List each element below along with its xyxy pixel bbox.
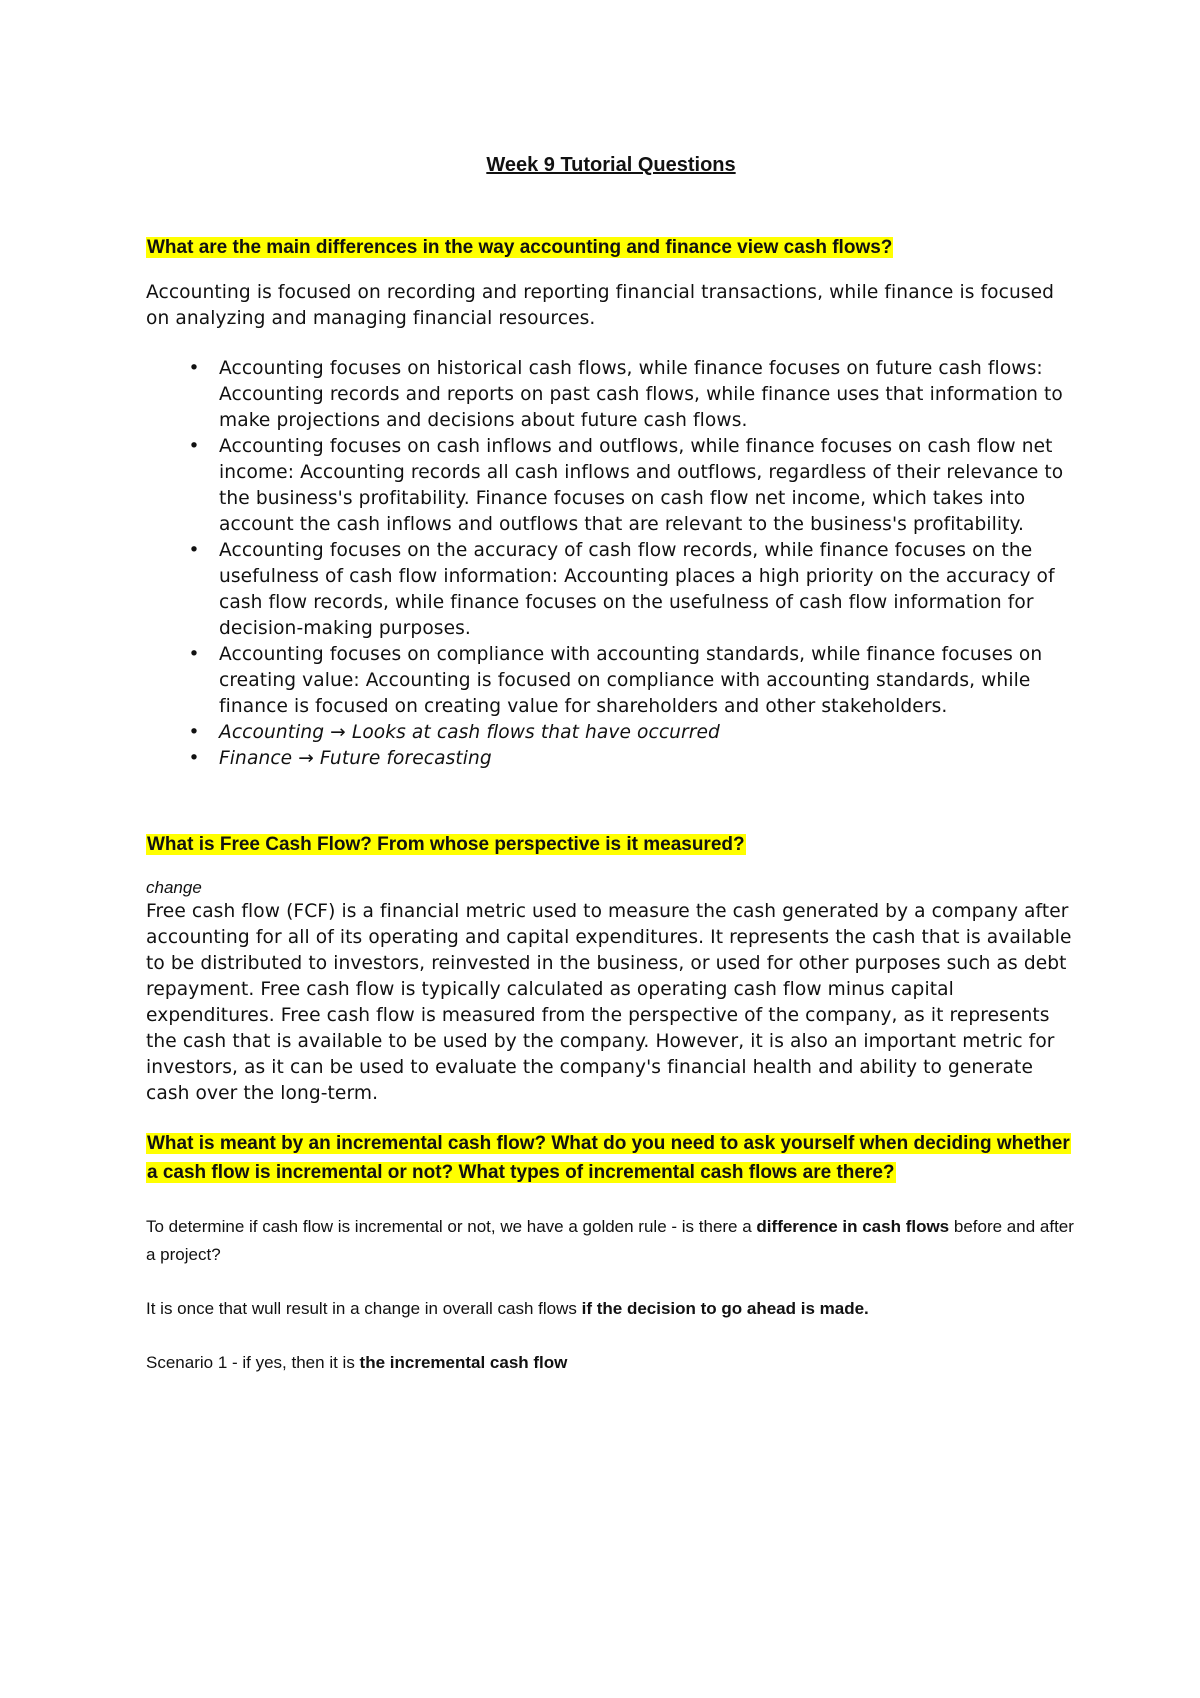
list-item-text: Accounting focuses on compliance with accounting standards, while finance focuses on creating value: Accounting is focused on compliance with accounting standards, while finance is focused on creating value for shareholders and other stakeholders. [219,644,1043,717]
list-item [146,356,1076,434]
list-item-text: Accounting focuses on historical cash flows, while finance focuses on future cash flows: Accounting records and reports on past cash flows, while finance uses that information to make projections and decisions about future cash flows. [219,358,1063,431]
list-item-text: Accounting → Looks at cash flows that have occurred [219,722,720,743]
section-1-intro: Accounting is focused on recording and reporting financial transactions, while finance is focused on analyzing and managing financial resources. [146,282,1055,329]
question-3-highlight: What is meant by an incremental cash flow? What do you need to ask yourself when deciding whether a cash flow is incremental or not? What types of incremental cash flows are there? [147,1133,1070,1183]
bullet-icon: • [188,540,200,561]
document-content [146,140,1076,1377]
list-item [146,642,1076,720]
change-label: change [146,878,202,897]
list-item-text: Accounting focuses on the accuracy of cash flow records, while finance focuses on the usefulness of cash flow information: Accounting places a high priority on the accuracy of cash flow records, while finance focuses on the usefulness of cash flow information for decision-making purposes. [219,540,1055,639]
section-2-answer: Free cash flow (FCF) is a financial metric used to measure the cash generated by a company after accounting for all of its operating and capital expenditures. It represents the cash that is available to be distributed to investors, reinvested in the business, or used for other purposes such as debt repayment. Free cash flow is typically calculated as operating cash flow minus capital expenditures. Free cash flow is measured from the perspective of the company, as it represents the cash that is available to be used by the company. However, it is also an important metric for investors, as it can be used to evaluate the company's financial health and ability to generate cash over the long-term. [146,901,1072,1104]
section-3-paragraph-2 [146,1295,1076,1323]
question-1 [146,233,1076,262]
list-item-text: Accounting focuses on cash inflows and outflows, while finance focuses on cash flow net income: Accounting records all cash inflows and outflows, regardless of their relevance to the business's profitability. Finance focuses on cash flow net income, which takes into account the cash inflows and outflows that are relevant to the business's profitability. [219,436,1064,535]
paragraph-bold-text: if the decision to go ahead is made. [581,1299,869,1318]
question-2-highlight: What is Free Cash Flow? From whose perspective is it measured? [147,834,745,855]
bullet-icon: • [188,358,200,379]
question-2 [146,830,1076,859]
list-item [146,434,1076,538]
section-1-bullet-list [146,356,1076,772]
question-3 [146,1129,1076,1187]
list-item-italic [146,746,1076,772]
paragraph-text: before and after a project? [146,1217,1074,1264]
page-title: Week 9 Tutorial Questions [486,154,736,176]
list-item-text: Finance → Future forecasting [219,748,492,769]
bullet-icon: • [188,748,200,769]
paragraph-text: It is once that wull result in a change in overall cash flows [146,1299,582,1318]
question-1-highlight: What are the main differences in the way accounting and finance view cash flows? [147,237,893,258]
bullet-icon: • [188,644,200,665]
list-item [146,538,1076,642]
section-3-paragraph-1 [146,1213,1076,1269]
section-3-paragraph-3 [146,1349,1076,1377]
list-item-italic [146,720,1076,746]
paragraph-text: Scenario 1 - if yes, then it is [146,1353,360,1372]
paragraph-bold-text: difference in cash flows [756,1217,950,1236]
paragraph-text: To determine if cash flow is incremental or not, we have a golden rule - is there a [146,1217,757,1236]
bullet-icon: • [188,436,200,457]
bullet-icon: • [188,722,200,743]
paragraph-bold-text: the incremental cash flow [359,1353,568,1372]
